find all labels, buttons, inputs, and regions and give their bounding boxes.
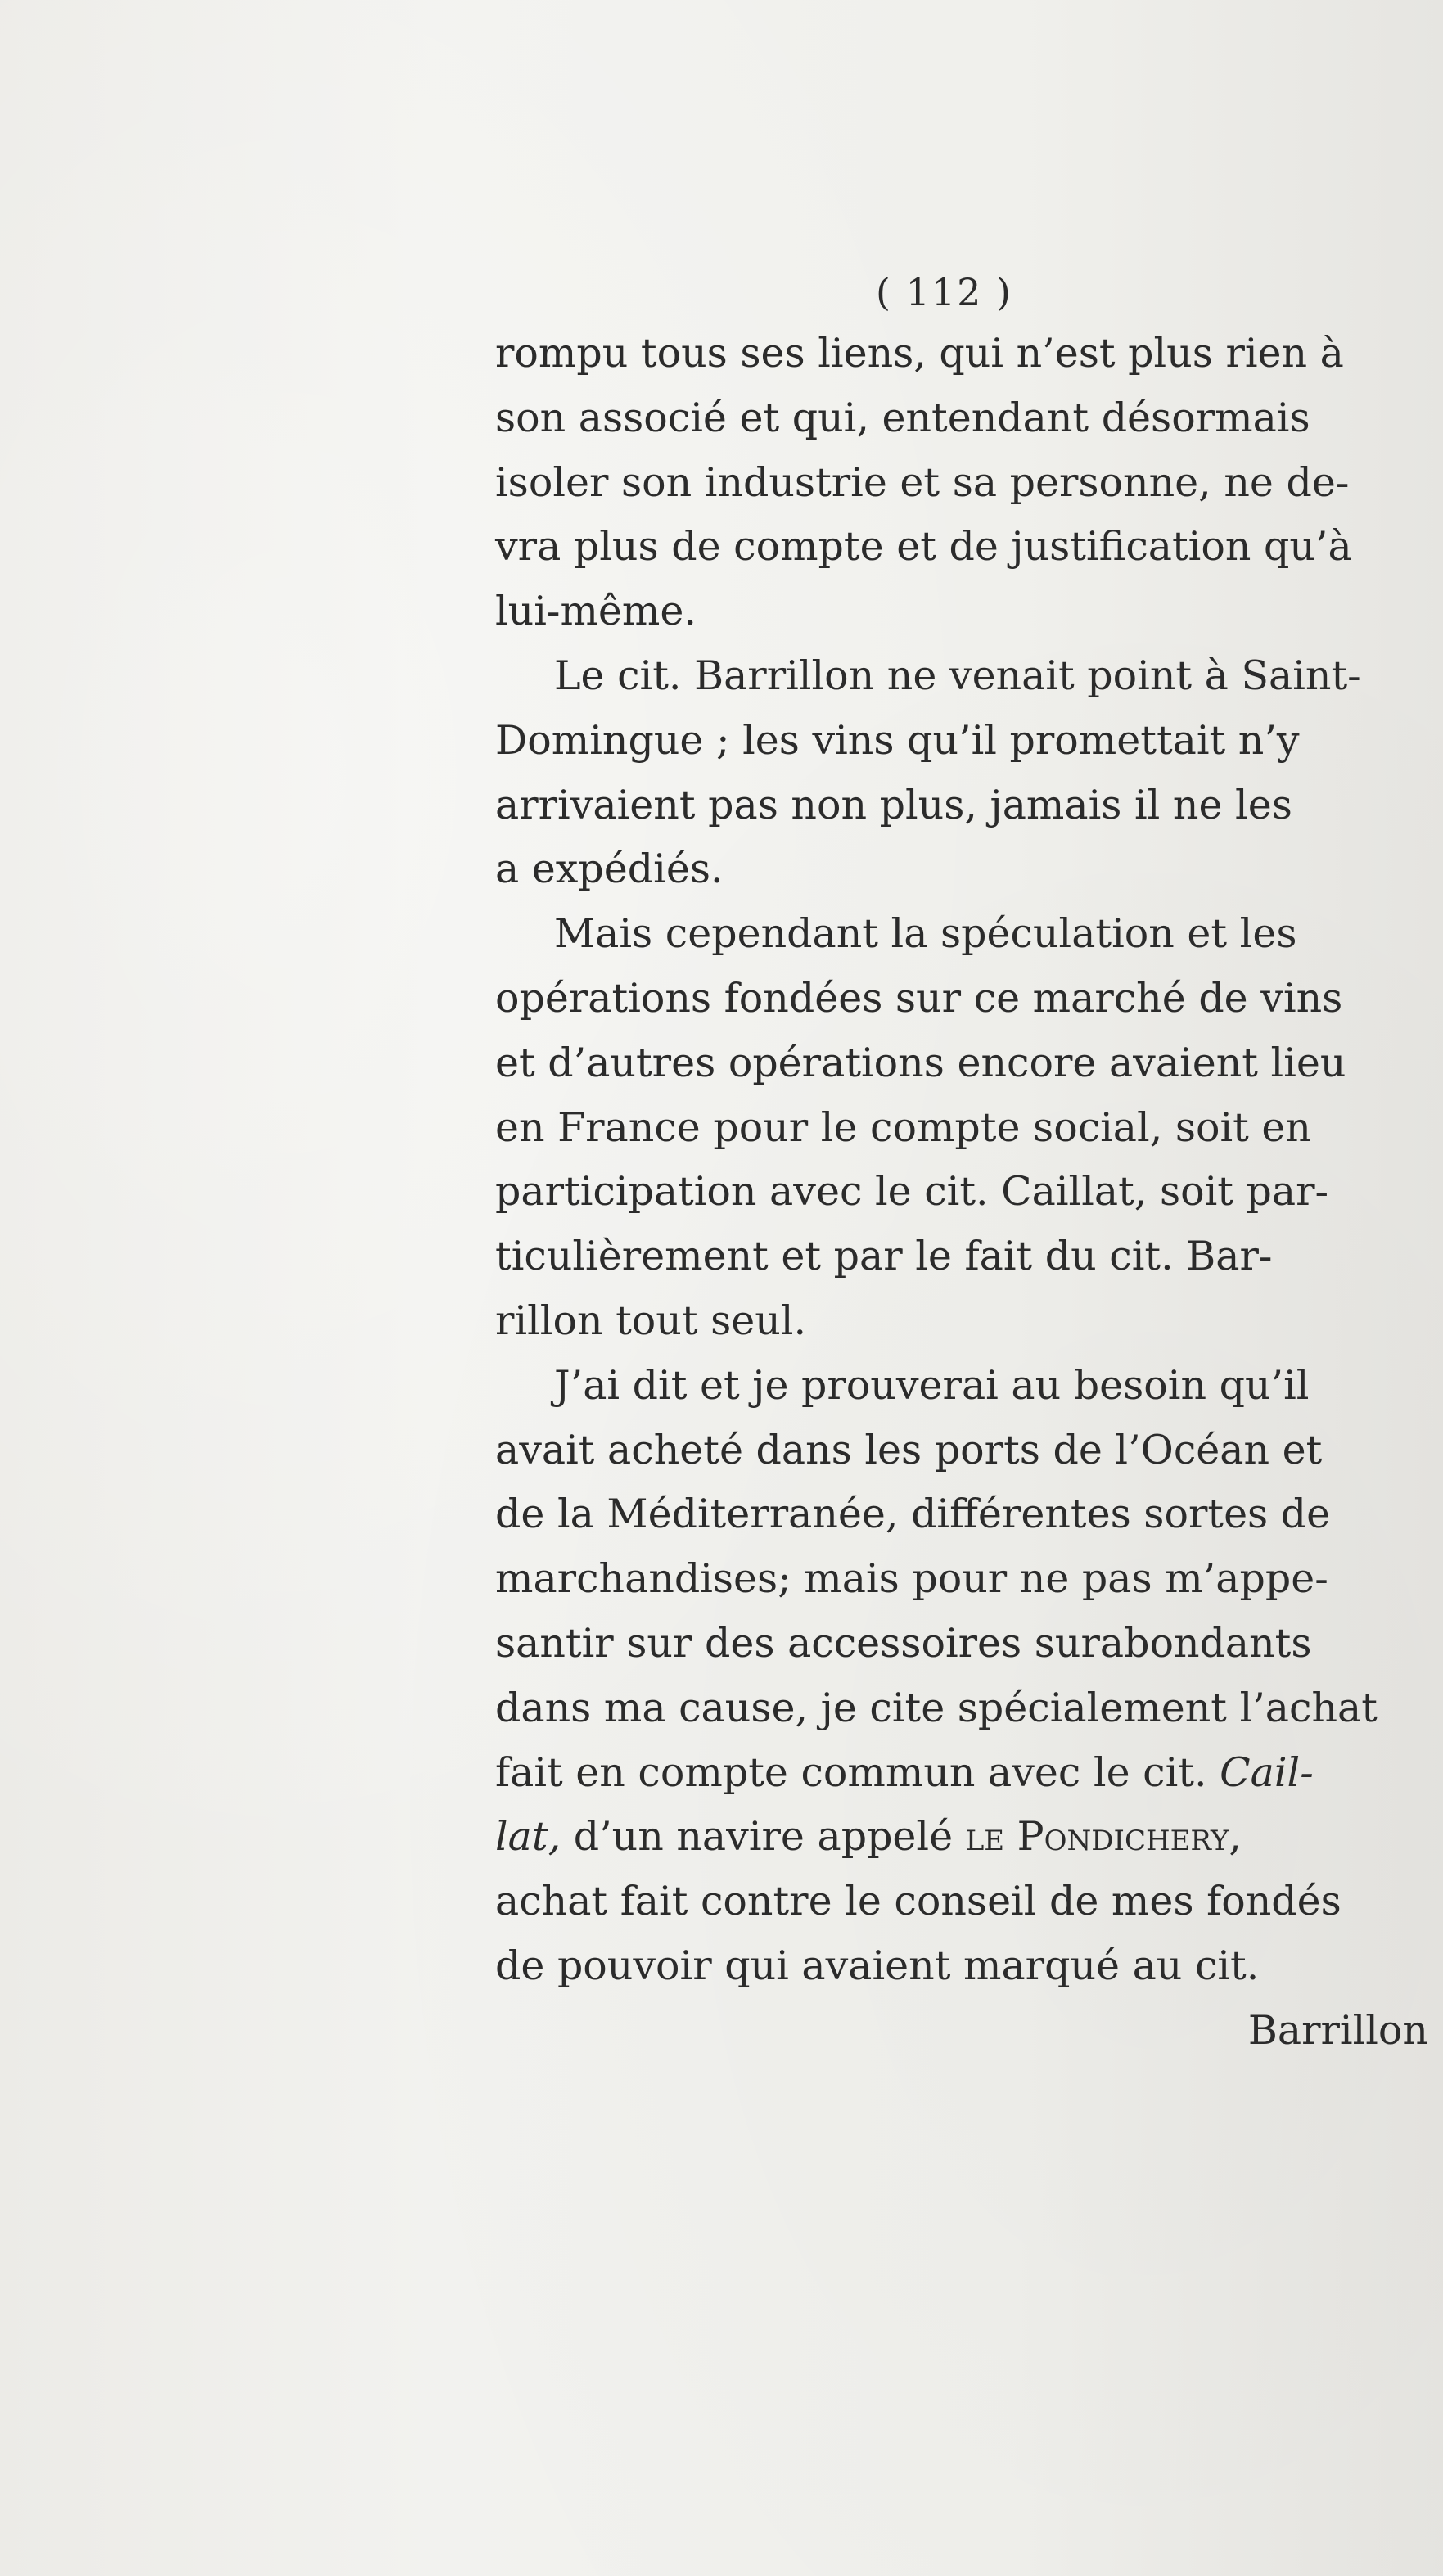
- text-line: Domingue ; les vins qu’il promettait n’y: [495, 716, 1300, 764]
- text-line: en France pour le compte social, soit en: [495, 1103, 1311, 1151]
- page-number: ( 112 ): [876, 270, 1012, 314]
- ship-name: le Pondichery,: [965, 1813, 1242, 1861]
- text-line: marchandises; mais pour ne pas m’appe-: [495, 1555, 1328, 1603]
- text-line: opérations fondées sur ce marché de vins: [495, 974, 1343, 1022]
- text-line: et d’autres opérations encore avaient lieu: [495, 1039, 1346, 1086]
- text-line: rillon tout seul.: [495, 1297, 807, 1344]
- text-line: a expédiés.: [495, 846, 724, 893]
- text-line: avait acheté dans les ports de l’Océan et: [495, 1426, 1323, 1473]
- text-block: [495, 268, 1428, 2064]
- italic-name-part: Cail-: [1220, 1748, 1314, 1796]
- paragraph-start-line: Mais cependant la spéculation et les: [554, 910, 1297, 958]
- text-line: dans ma cause, je cite spécialement l’achat: [495, 1684, 1378, 1731]
- paragraph-start-line: J’ai dit et je prouverai au besoin qu’il: [554, 1361, 1310, 1409]
- italic-name-part: lat,: [495, 1813, 561, 1861]
- text-segment: d’un navire appelé: [561, 1813, 966, 1861]
- text-line: son associé et qui, entendant désormais: [495, 394, 1310, 441]
- text-line: lui-même.: [495, 588, 697, 635]
- catchword: Barrillon: [1247, 2006, 1428, 2054]
- text-line: ticulièrement et par le fait du cit. Bar-: [495, 1233, 1273, 1280]
- text-line: achat fait contre le conseil de mes fondés: [495, 1878, 1342, 1925]
- text-line: santir sur des accessoires surabondants: [495, 1619, 1312, 1667]
- text-segment: fait en compte commun avec le cit.: [495, 1748, 1220, 1796]
- text-line: arrivaient pas non plus, jamais il ne les: [495, 781, 1292, 828]
- text-line: rompu tous ses liens, qui n’est plus rien à: [495, 330, 1344, 377]
- text-line: isoler son industrie et sa personne, ne de-: [495, 458, 1350, 506]
- text-line: de la Méditerranée, différentes sortes de: [495, 1491, 1331, 1538]
- text-line: vra plus de compte et de justification qu’à: [495, 523, 1352, 571]
- text-line-with-italic: [495, 1741, 1428, 1806]
- text-line: participation avec le cit. Caillat, soit par-: [495, 1168, 1329, 1216]
- text-line-with-ship-name: [495, 1805, 1428, 1870]
- paragraph-start-line: Le cit. Barrillon ne venait point à Saint-: [554, 652, 1361, 699]
- text-line: de pouvoir qui avaient marqué au cit.: [495, 1942, 1260, 1989]
